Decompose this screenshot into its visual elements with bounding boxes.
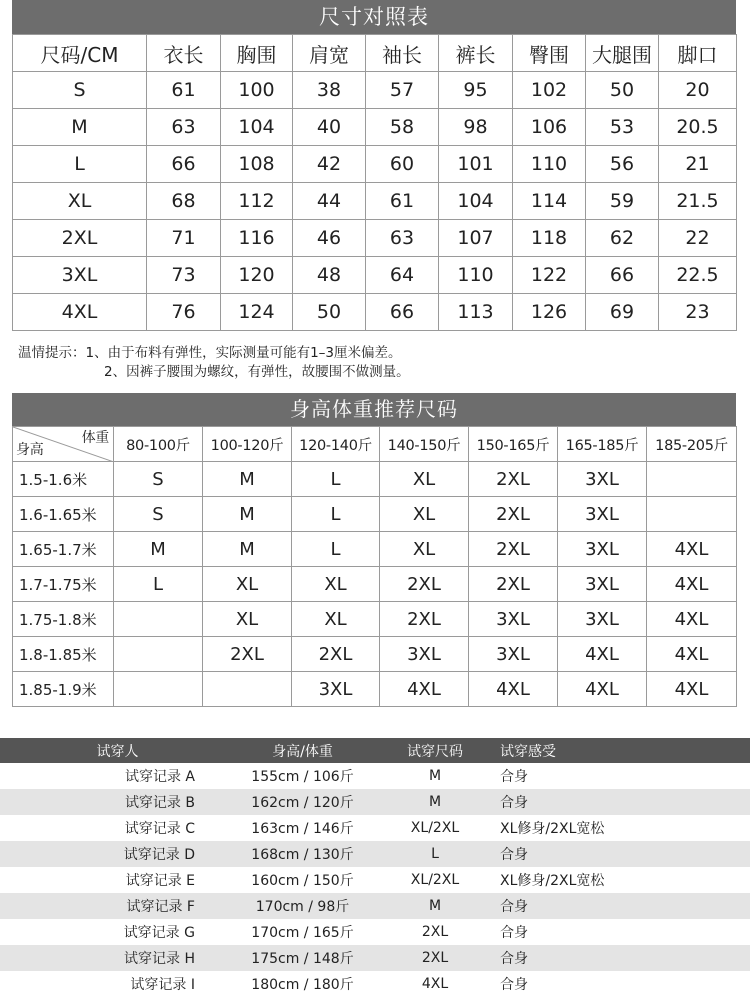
size-value-cell: 124 [221,294,293,331]
recommended-size-cell: XL [292,602,380,637]
size-value-cell: 66 [586,257,659,294]
size-column-header: 袖长 [366,35,439,72]
size-value-cell: 106 [513,109,586,146]
corner-height-label: 身高 [16,442,44,458]
recommended-size-cell: 3XL [558,567,647,602]
size-label-cell: M [13,109,147,146]
recommended-size-cell: 4XL [469,672,558,707]
size-value-cell: 114 [513,183,586,220]
size-value-cell: 56 [586,146,659,183]
trial-cell: 162cm / 120斤 [235,789,370,815]
size-chart-table [12,34,737,331]
recommended-size-cell: 2XL [469,462,558,497]
recommended-size-cell: S [114,497,203,532]
recommend-corner-cell [13,427,114,462]
trial-cell: 合身 [500,925,528,941]
size-column-header: 脚口 [659,35,737,72]
trial-column-header: 试穿感受 [500,738,750,763]
recommended-size-cell [114,637,203,672]
trial-cell: 163cm / 146斤 [251,821,354,837]
trial-cell: 2XL [421,924,449,940]
size-row [13,220,737,257]
size-value-cell: 60 [366,146,439,183]
trial-cell: 175cm / 148斤 [235,945,370,971]
size-column-header: 衣长 [147,35,221,72]
size-column-header: 胸围 [221,35,293,72]
recommended-size-cell: 2XL [469,497,558,532]
note-line-2: 2、因裤子腰围为螺纹，有弹性，故腰围不做测量。 [104,364,410,380]
trial-cell: 170cm / 165斤 [251,925,354,941]
trial-cell: 试穿记录 H [0,945,235,971]
recommended-size-cell [647,462,737,497]
recommended-size-cell: 2XL [380,602,469,637]
weight-range-header: 100-120斤 [203,427,292,462]
trial-column-header: 身高/体重 [235,738,370,763]
size-notes [18,344,410,382]
trial-cell: 合身 [500,977,528,993]
size-value-cell: 71 [147,220,221,257]
trial-cell: 2XL [370,945,500,971]
size-value-cell: 38 [293,72,366,109]
recommended-size-cell: S [114,462,203,497]
size-value-cell: 108 [221,146,293,183]
size-value-cell: 48 [293,257,366,294]
size-value-cell: 63 [147,109,221,146]
recommended-size-cell: XL [380,532,469,567]
recommended-size-cell: 3XL [558,462,647,497]
size-column-header: 尺码/CM [13,35,147,72]
recommended-size-cell: XL [203,567,292,602]
recommended-size-cell: 3XL [558,532,647,567]
weight-range-header: 140-150斤 [380,427,469,462]
recommended-size-cell: M [114,532,203,567]
size-label-cell: 2XL [13,220,147,257]
trial-cell: 合身 [500,945,750,971]
size-value-cell: 22.5 [659,257,737,294]
size-value-cell: 101 [439,146,513,183]
recommended-size-cell: XL [380,497,469,532]
size-value-cell: 42 [293,146,366,183]
trial-cell: 合身 [500,769,528,785]
trial-cell: 试穿记录 A [124,769,195,785]
height-range-cell: 1.6-1.65米 [13,497,114,532]
recommended-size-cell: L [114,567,203,602]
trial-row [0,971,750,997]
trial-cell: 试穿记录 E [125,873,195,889]
trial-cell: XL修身/2XL宽松 [500,821,605,837]
trial-cell: 170cm / 98斤 [235,893,370,919]
trial-row [0,893,750,919]
recommended-size-cell: 2XL [469,567,558,602]
size-label-cell: L [13,146,147,183]
height-range-cell: 1.5-1.6米 [13,462,114,497]
size-value-cell: 44 [293,183,366,220]
size-value-cell: 20.5 [659,109,737,146]
recommended-size-cell: 2XL [203,637,292,672]
size-label-cell: 3XL [13,257,147,294]
recommended-size-cell: 3XL [292,672,380,707]
height-range-cell: 1.85-1.9米 [13,672,114,707]
size-value-cell: 107 [439,220,513,257]
size-value-cell: 118 [513,220,586,257]
recommend-row [13,532,737,567]
size-value-cell: 98 [439,109,513,146]
trial-cell: 试穿记录 C [124,821,195,837]
size-value-cell: 66 [366,294,439,331]
weight-range-header: 120-140斤 [292,427,380,462]
size-value-cell: 126 [513,294,586,331]
trial-column-header: 试穿尺码 [370,738,500,763]
recommended-size-cell: 2XL [380,567,469,602]
trial-cell: 试穿记录 B [0,789,235,815]
trial-cell: 试穿记录 D [0,841,235,867]
size-value-cell: 104 [221,109,293,146]
trial-column-header: 试穿人 [0,738,235,763]
trial-header-row [0,738,750,763]
recommended-size-cell [114,602,203,637]
recommended-size-cell: 3XL [469,602,558,637]
height-range-cell: 1.8-1.85米 [13,637,114,672]
size-value-cell: 66 [147,146,221,183]
size-row [13,146,737,183]
size-chart-header-row [13,35,737,72]
recommended-size-cell: M [203,497,292,532]
trial-cell: M [428,768,442,784]
trial-cell: 168cm / 130斤 [235,841,370,867]
recommend-title: 身高体重推荐尺码 [12,393,736,426]
size-label-cell: XL [13,183,147,220]
recommended-size-cell [647,497,737,532]
trial-cell: 合身 [500,893,750,919]
trial-cell: L [370,841,500,867]
trial-cell: 试穿记录 G [123,925,195,941]
recommended-size-cell: L [292,462,380,497]
size-label-cell: S [13,72,147,109]
recommended-size-cell: 2XL [292,637,380,672]
size-row [13,183,737,220]
recommended-size-cell: 2XL [469,532,558,567]
corner-weight-label: 体重 [81,430,109,446]
trial-row [0,789,750,815]
trial-cell: 160cm / 150斤 [251,873,354,889]
size-value-cell: 21 [659,146,737,183]
size-row [13,294,737,331]
recommended-size-cell: 4XL [647,567,737,602]
size-value-cell: 116 [221,220,293,257]
size-value-cell: 62 [586,220,659,257]
weight-range-header: 80-100斤 [114,427,203,462]
size-row [13,257,737,294]
trial-row [0,945,750,971]
size-chart-title: 尺寸对照表 [12,0,736,34]
trial-cell: 合身 [500,841,750,867]
size-column-header: 大腿围 [586,35,659,72]
trial-cell: 试穿记录 I [130,977,195,993]
recommend-row [13,497,737,532]
recommended-size-cell: 4XL [380,672,469,707]
recommended-size-cell: XL [203,602,292,637]
trial-cell: 180cm / 180斤 [251,977,354,993]
size-value-cell: 113 [439,294,513,331]
recommend-row [13,602,737,637]
size-value-cell: 21.5 [659,183,737,220]
size-value-cell: 120 [221,257,293,294]
trial-cell: M [370,789,500,815]
trial-row [0,919,750,945]
size-value-cell: 68 [147,183,221,220]
size-value-cell: 40 [293,109,366,146]
size-column-header: 裤长 [439,35,513,72]
weight-range-header: 185-205斤 [647,427,737,462]
size-value-cell: 102 [513,72,586,109]
trial-cell: XL修身/2XL宽松 [500,873,605,889]
size-value-cell: 64 [366,257,439,294]
recommended-size-cell: 3XL [558,602,647,637]
recommended-size-cell: 4XL [558,672,647,707]
recommended-size-cell: 3XL [469,637,558,672]
size-value-cell: 61 [366,183,439,220]
height-range-cell: 1.7-1.75米 [13,567,114,602]
recommended-size-cell: XL [292,567,380,602]
size-value-cell: 50 [586,72,659,109]
size-value-cell: 57 [366,72,439,109]
trial-row [0,815,750,841]
trial-cell: XL/2XL [410,820,460,836]
height-range-cell: 1.75-1.8米 [13,602,114,637]
size-value-cell: 69 [586,294,659,331]
trial-cell: 4XL [421,976,449,992]
trial-cell: 试穿记录 F [0,893,235,919]
recommended-size-cell: 3XL [558,497,647,532]
recommended-size-cell: 4XL [647,672,737,707]
height-range-cell: 1.65-1.7米 [13,532,114,567]
size-value-cell: 112 [221,183,293,220]
size-value-cell: 46 [293,220,366,257]
recommended-size-cell: 4XL [647,637,737,672]
size-column-header: 肩宽 [293,35,366,72]
recommended-size-cell: M [203,462,292,497]
size-value-cell: 110 [439,257,513,294]
size-value-cell: 61 [147,72,221,109]
recommended-size-cell: 4XL [647,532,737,567]
recommend-row [13,462,737,497]
trial-row [0,841,750,867]
recommended-size-cell: 4XL [558,637,647,672]
size-value-cell: 22 [659,220,737,257]
size-row [13,72,737,109]
size-row [13,109,737,146]
recommend-row [13,672,737,707]
size-value-cell: 50 [293,294,366,331]
size-column-header: 臀围 [513,35,586,72]
note-line-1: 温情提示：1、由于布料有弹性，实际测量可能有1–3厘米偏差。 [18,345,402,361]
trial-row [0,867,750,893]
trial-row [0,763,750,789]
recommend-header-row [13,427,737,462]
recommended-size-cell: XL [380,462,469,497]
recommend-table [12,426,737,707]
trial-records-table [0,738,750,997]
recommended-size-cell: M [203,532,292,567]
recommended-size-cell: 4XL [647,602,737,637]
trial-cell: M [370,893,500,919]
size-value-cell: 20 [659,72,737,109]
size-value-cell: 73 [147,257,221,294]
size-value-cell: 23 [659,294,737,331]
recommended-size-cell [114,672,203,707]
size-value-cell: 104 [439,183,513,220]
trial-cell: XL/2XL [410,872,460,888]
size-value-cell: 122 [513,257,586,294]
recommended-size-cell [203,672,292,707]
size-value-cell: 59 [586,183,659,220]
size-value-cell: 58 [366,109,439,146]
recommended-size-cell: L [292,532,380,567]
size-value-cell: 76 [147,294,221,331]
size-label-cell: 4XL [13,294,147,331]
recommend-row [13,567,737,602]
size-value-cell: 95 [439,72,513,109]
trial-cell: 合身 [500,789,750,815]
recommended-size-cell: 3XL [380,637,469,672]
size-value-cell: 63 [366,220,439,257]
size-value-cell: 53 [586,109,659,146]
size-value-cell: 110 [513,146,586,183]
trial-cell: 155cm / 106斤 [251,769,354,785]
weight-range-header: 165-185斤 [558,427,647,462]
weight-range-header: 150-165斤 [469,427,558,462]
recommend-row [13,637,737,672]
size-value-cell: 100 [221,72,293,109]
recommended-size-cell: L [292,497,380,532]
